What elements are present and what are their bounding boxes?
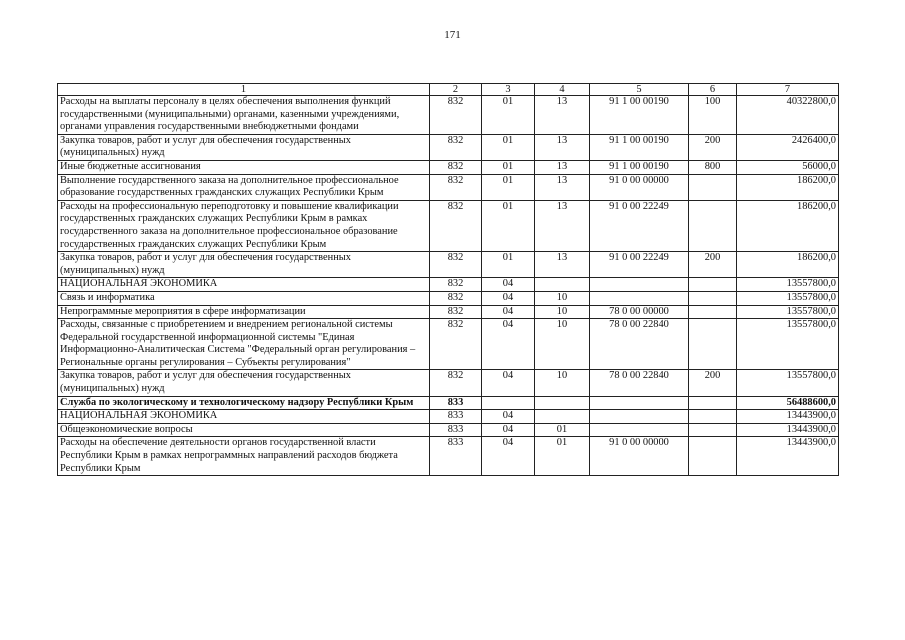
target-article: 91 1 00 00190 [590, 96, 689, 135]
table-row [58, 174, 839, 200]
subsection-code: 13 [535, 134, 590, 160]
ministry-code: 832 [430, 174, 482, 200]
ministry-code: 833 [430, 410, 482, 424]
section-code: 01 [482, 174, 535, 200]
expense-type [689, 410, 737, 424]
expense-type [689, 200, 737, 251]
row-name: Служба по экологическому и технологическому надзору Республики Крым [58, 396, 430, 410]
expense-type [689, 423, 737, 437]
table-row [58, 423, 839, 437]
header-col-5: 5 [590, 84, 689, 96]
expense-type [689, 174, 737, 200]
target-article: 91 1 00 00190 [590, 134, 689, 160]
ministry-code: 832 [430, 200, 482, 251]
subsection-code: 01 [535, 423, 590, 437]
section-code: 04 [482, 437, 535, 476]
subsection-code: 10 [535, 305, 590, 319]
amount: 13443900,0 [737, 437, 839, 476]
subsection-code: 10 [535, 291, 590, 305]
table-row [58, 319, 839, 370]
ministry-code: 832 [430, 291, 482, 305]
row-name: Расходы на обеспечение деятельности органов государственной власти Республики Крым в рамках непрограммных направлений расходов бюджета Республики Крым [58, 437, 430, 476]
ministry-code: 832 [430, 319, 482, 370]
table-row [58, 410, 839, 424]
expense-type: 100 [689, 96, 737, 135]
amount: 56488600,0 [737, 396, 839, 410]
section-code: 04 [482, 423, 535, 437]
subsection-code [535, 410, 590, 424]
ministry-code: 832 [430, 96, 482, 135]
ministry-code: 832 [430, 160, 482, 174]
target-article: 91 0 00 00000 [590, 174, 689, 200]
target-article: 91 0 00 22249 [590, 200, 689, 251]
expense-type [689, 319, 737, 370]
table-body [58, 96, 839, 476]
row-name: Связь и информатика [58, 291, 430, 305]
section-code [482, 396, 535, 410]
amount: 13557800,0 [737, 319, 839, 370]
table-row [58, 134, 839, 160]
amount: 186200,0 [737, 200, 839, 251]
header-col-6: 6 [689, 84, 737, 96]
table-row [58, 160, 839, 174]
header-row [58, 84, 839, 96]
table-header [58, 84, 839, 96]
section-code: 04 [482, 410, 535, 424]
section-code: 01 [482, 252, 535, 278]
header-col-7: 7 [737, 84, 839, 96]
row-name: Закупка товаров, работ и услуг для обеспечения государственных (муниципальных) нужд [58, 134, 430, 160]
header-col-2: 2 [430, 84, 482, 96]
header-col-1: 1 [58, 84, 430, 96]
expense-type [689, 278, 737, 292]
table-row [58, 96, 839, 135]
subsection-code [535, 278, 590, 292]
amount: 13557800,0 [737, 305, 839, 319]
ministry-code: 832 [430, 370, 482, 396]
subsection-code: 13 [535, 174, 590, 200]
table-row [58, 396, 839, 410]
target-article: 91 0 00 00000 [590, 437, 689, 476]
row-name: НАЦИОНАЛЬНАЯ ЭКОНОМИКА [58, 410, 430, 424]
section-code: 01 [482, 200, 535, 251]
row-name: Расходы, связанные с приобретением и внедрением региональной системы Федеральной государственной информационной системы "Единая Информационно-Аналитическая Система "Федеральный орган регулирования – Региональные органы регулирования – Субъекты регулирования" [58, 319, 430, 370]
target-article: 78 0 00 00000 [590, 305, 689, 319]
amount: 13557800,0 [737, 291, 839, 305]
subsection-code: 10 [535, 370, 590, 396]
table-row [58, 437, 839, 476]
row-name: Закупка товаров, работ и услуг для обеспечения государственных (муниципальных) нужд [58, 252, 430, 278]
expense-type: 200 [689, 252, 737, 278]
section-code: 04 [482, 370, 535, 396]
section-code: 01 [482, 160, 535, 174]
row-name: Расходы на профессиональную переподготовку и повышение квалификации государственных гражданских служащих Республики Крым в рамках государственного заказа на дополнительное профессиональное образование государственных гражданских служащих Республики Крым [58, 200, 430, 251]
target-article [590, 410, 689, 424]
expense-type: 200 [689, 370, 737, 396]
expense-type [689, 291, 737, 305]
amount: 186200,0 [737, 174, 839, 200]
table-row [58, 200, 839, 251]
table-row [58, 370, 839, 396]
amount: 13443900,0 [737, 410, 839, 424]
expense-type: 800 [689, 160, 737, 174]
target-article: 91 1 00 00190 [590, 160, 689, 174]
subsection-code: 13 [535, 200, 590, 251]
target-article: 78 0 00 22840 [590, 319, 689, 370]
row-name: Расходы на выплаты персоналу в целях обеспечения выполнения функций государственными (муниципальными) органами, казенными учреждениями, органами управления государственными внебюджетными фондами [58, 96, 430, 135]
ministry-code: 833 [430, 437, 482, 476]
target-article: 91 0 00 22249 [590, 252, 689, 278]
section-code: 04 [482, 278, 535, 292]
subsection-code: 01 [535, 437, 590, 476]
ministry-code: 832 [430, 252, 482, 278]
table-row [58, 291, 839, 305]
section-code: 04 [482, 319, 535, 370]
amount: 186200,0 [737, 252, 839, 278]
expense-type [689, 305, 737, 319]
target-article [590, 278, 689, 292]
ministry-code: 832 [430, 278, 482, 292]
target-article: 78 0 00 22840 [590, 370, 689, 396]
subsection-code: 13 [535, 96, 590, 135]
row-name: НАЦИОНАЛЬНАЯ ЭКОНОМИКА [58, 278, 430, 292]
amount: 13443900,0 [737, 423, 839, 437]
expense-type: 200 [689, 134, 737, 160]
amount: 13557800,0 [737, 278, 839, 292]
amount: 13557800,0 [737, 370, 839, 396]
row-name: Иные бюджетные ассигнования [58, 160, 430, 174]
ministry-code: 833 [430, 396, 482, 410]
table-row [58, 305, 839, 319]
subsection-code [535, 396, 590, 410]
ministry-code: 832 [430, 134, 482, 160]
subsection-code: 10 [535, 319, 590, 370]
section-code: 04 [482, 305, 535, 319]
target-article [590, 396, 689, 410]
subsection-code: 13 [535, 252, 590, 278]
amount: 40322800,0 [737, 96, 839, 135]
budget-table [57, 83, 839, 476]
table-row [58, 278, 839, 292]
section-code: 04 [482, 291, 535, 305]
header-col-4: 4 [535, 84, 590, 96]
header-col-3: 3 [482, 84, 535, 96]
ministry-code: 833 [430, 423, 482, 437]
section-code: 01 [482, 96, 535, 135]
expense-type [689, 396, 737, 410]
ministry-code: 832 [430, 305, 482, 319]
section-code: 01 [482, 134, 535, 160]
row-name: Закупка товаров, работ и услуг для обеспечения государственных (муниципальных) нужд [58, 370, 430, 396]
row-name: Общеэкономические вопросы [58, 423, 430, 437]
amount: 2426400,0 [737, 134, 839, 160]
target-article [590, 291, 689, 305]
page-number: 171 [444, 29, 461, 41]
row-name: Выполнение государственного заказа на дополнительное профессиональное образование государственных гражданских служащих Республики Крым [58, 174, 430, 200]
table-row [58, 252, 839, 278]
subsection-code: 13 [535, 160, 590, 174]
target-article [590, 423, 689, 437]
amount: 56000,0 [737, 160, 839, 174]
row-name: Непрограммные мероприятия в сфере информатизации [58, 305, 430, 319]
expense-type [689, 437, 737, 476]
